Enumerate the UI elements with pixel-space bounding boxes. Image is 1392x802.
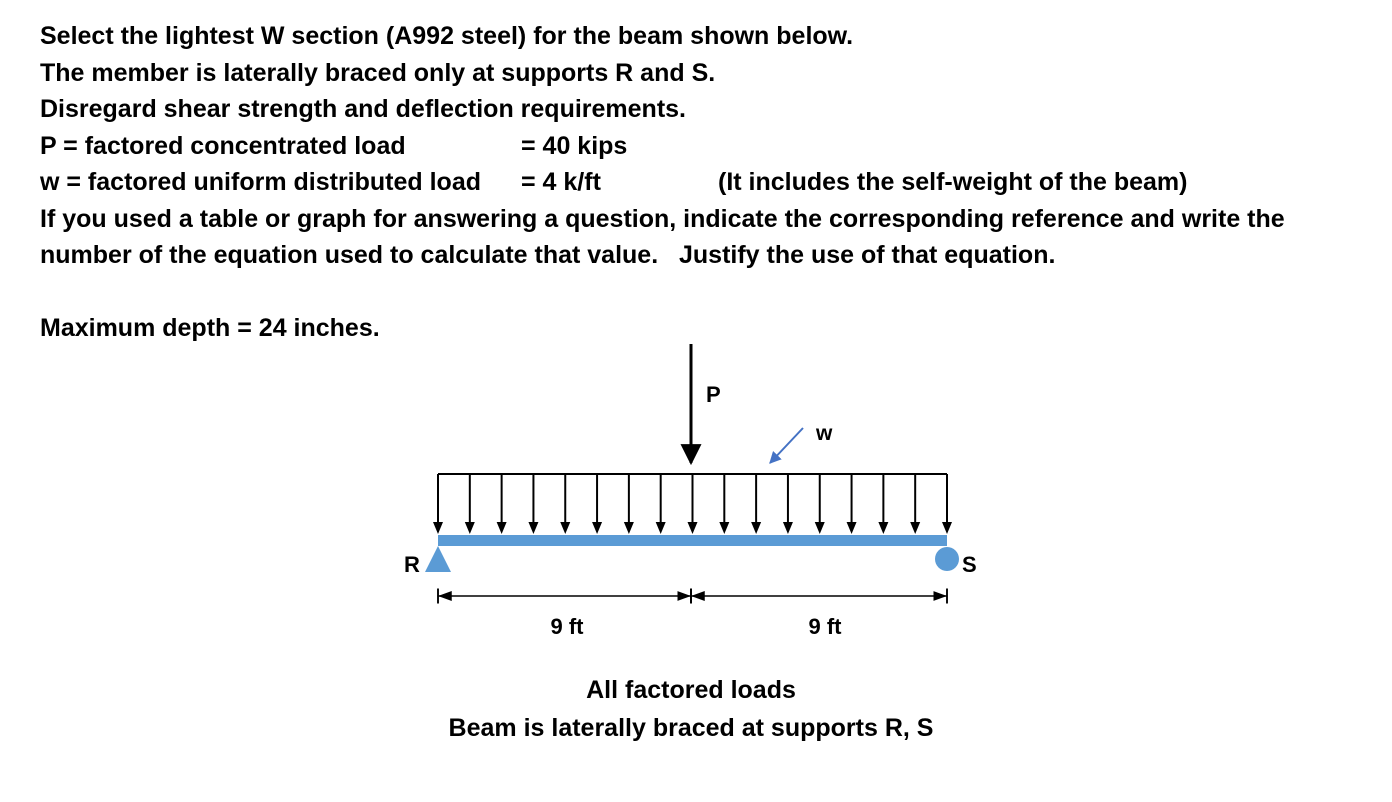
distributed-load-arrowhead <box>783 522 793 534</box>
statement-line-1: Select the lightest W section (A992 steel) for the beam shown below. <box>40 22 854 50</box>
distributed-load-arrowhead <box>751 522 761 534</box>
roller-support-s <box>935 547 959 571</box>
justify-text: Justify the use of that equation. <box>679 241 1056 269</box>
distributed-load-arrowhead <box>497 522 507 534</box>
load-w-pointer-arrow <box>770 428 803 463</box>
distributed-load-arrowhead <box>815 522 825 534</box>
distributed-load-arrowhead <box>910 522 920 534</box>
distributed-load <box>433 474 952 534</box>
distributed-load-arrowhead <box>592 522 602 534</box>
support-s-label: S <box>962 552 977 577</box>
pin-support-r <box>425 546 451 572</box>
span-left-label: 9 ft <box>550 614 584 639</box>
load-p-label: P <box>706 382 721 407</box>
distributed-load-arrowhead <box>465 522 475 534</box>
statement-line-3: Disregard shear strength and deflection requirements. <box>40 95 686 123</box>
load-w-value: = 4 k/ft <box>521 168 601 196</box>
span-right-label: 9 ft <box>808 614 842 639</box>
max-depth-text: Maximum depth = 24 inches. <box>40 313 380 342</box>
distributed-load-arrowhead <box>878 522 888 534</box>
load-p-label: P = factored concentrated load <box>40 131 406 160</box>
load-w-label: w <box>816 422 833 445</box>
caption-factored-loads: All factored loads <box>586 676 796 704</box>
caption-bracing: Beam is laterally braced at supports R, S <box>448 714 934 742</box>
statement-line-2: The member is laterally braced only at supports R and S. <box>40 58 716 87</box>
distributed-load-arrowhead <box>942 522 952 534</box>
distributed-load-arrowhead <box>433 522 443 534</box>
distributed-load-arrowhead <box>656 522 666 534</box>
beam <box>438 535 947 546</box>
distributed-load-arrowhead <box>560 522 570 534</box>
support-r-label: R <box>404 552 420 577</box>
instructions-text: If you used a table or graph for answering a question, indicate the corresponding reference and write the number of the equation used to calculate that value. <box>40 204 1285 269</box>
distributed-load-arrowhead <box>528 522 538 534</box>
load-w-note: (It includes the self-weight of the beam) <box>718 168 1188 196</box>
load-w-label: w = factored uniform distributed load <box>40 168 482 196</box>
distributed-load-arrowhead <box>624 522 634 534</box>
load-p-value: = 40 kips <box>521 131 628 160</box>
distributed-load-arrowhead <box>719 522 729 534</box>
distributed-load-arrowhead <box>688 522 698 534</box>
distributed-load-arrowhead <box>847 522 857 534</box>
